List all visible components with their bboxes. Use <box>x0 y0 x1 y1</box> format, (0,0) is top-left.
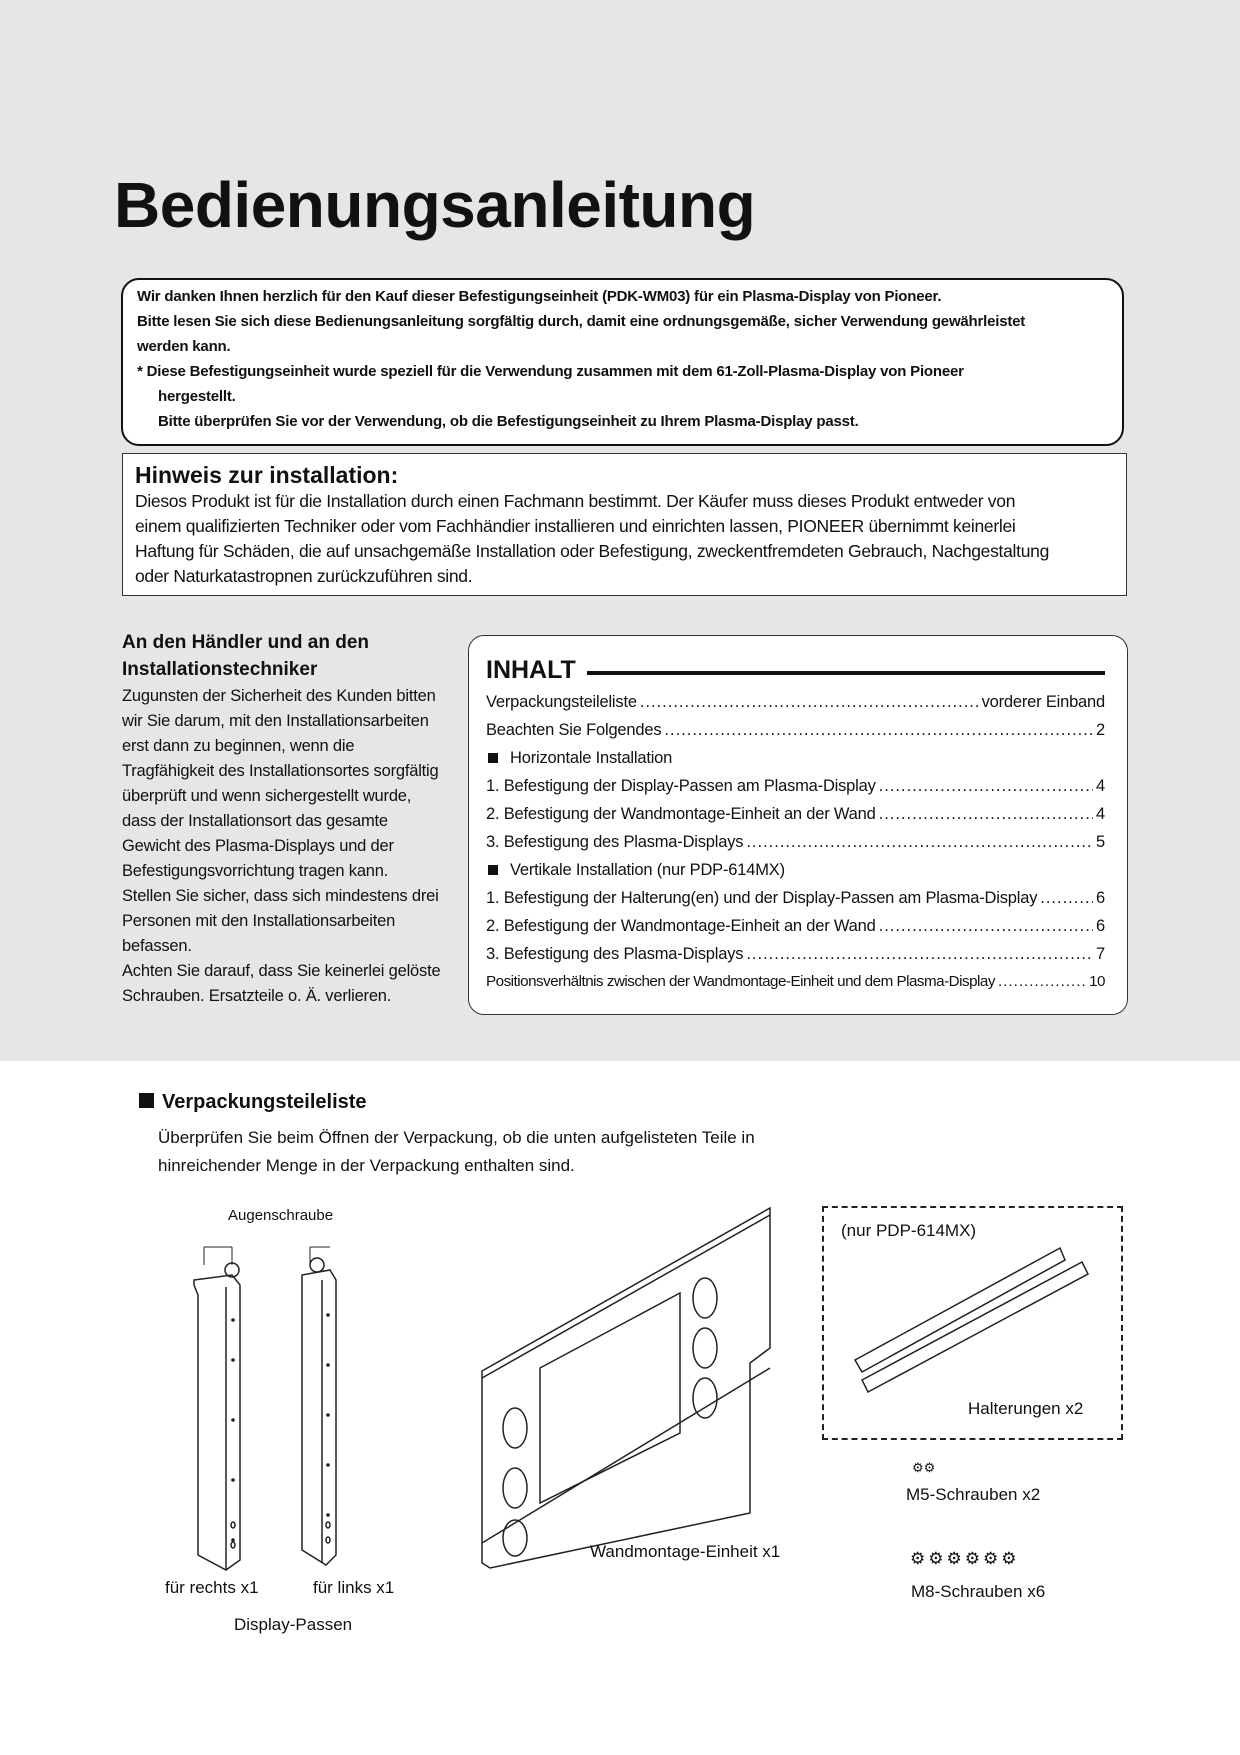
intro-line: Bitte überprüfen Sie vor der Verwendung, ob die Befestigungseinheit zu Ihrem Plasma-Display passt. <box>158 413 859 430</box>
intro-line: * Diese Befestigungseinheit wurde speziell für die Verwendung zusammen mit dem 61-Zoll-Plasma-Display von Pioneer <box>137 363 964 380</box>
square-bullet-icon <box>488 865 498 875</box>
dot-leader <box>879 777 1093 796</box>
toc-label: 3. Befestigung des Plasma-Displays <box>486 833 744 851</box>
dealer-line: überprüft und wenn sichergestellt wurde, <box>122 787 412 805</box>
toc-item[interactable] <box>486 973 1105 990</box>
intro-line: Wir danken Ihnen herzlich für den Kauf dieser Befestigungseinheit (PDK-WM03) für ein Plasma-Display von Pioneer. <box>137 288 942 305</box>
right-passe-label: für rechts x1 <box>165 1578 259 1597</box>
m5-screws-label: M5-Schrauben x2 <box>906 1485 1041 1504</box>
dot-leader <box>1040 889 1093 908</box>
dealer-line: erst dann zu beginnen, wenn die <box>122 737 355 755</box>
dealer-line: Zugunsten der Sicherheit des Kunden bitten <box>122 687 436 705</box>
m8-screws-icon: ⚙⚙⚙⚙⚙⚙ <box>910 1549 1020 1568</box>
toc-item[interactable] <box>486 693 1105 712</box>
intro-box <box>121 278 1124 446</box>
dealer-line: Gewicht des Plasma-Displays und der <box>122 837 394 855</box>
installation-notice <box>122 453 1127 596</box>
toc-label: 2. Befestigung der Wandmontage-Einheit an der Wand <box>486 917 876 935</box>
toc-page: 6 <box>1096 917 1105 935</box>
dealer-line: dass der Installationsort das gesamte <box>122 812 388 830</box>
dealer-line: befassen. <box>122 937 192 955</box>
display-passen-label: Display-Passen <box>234 1615 353 1634</box>
toc-page: vorderer Einband <box>981 693 1105 711</box>
toc-item[interactable] <box>486 805 1105 824</box>
dot-leader <box>998 973 1086 990</box>
page-title: Bedienungsanleitung <box>114 169 756 241</box>
left-passe-label: für links x1 <box>313 1578 395 1597</box>
dealer-heading: An den Händler und an den <box>122 632 370 653</box>
notice-line: Diesos Produkt ist für die Installation durch einen Fachmann bestimmt. Der Käufer muss dieses Produkt entweder von <box>135 491 1016 511</box>
dealer-heading: Installationstechniker <box>122 659 318 680</box>
parts-heading <box>139 1091 367 1114</box>
dot-leader <box>879 917 1093 936</box>
dealer-line: Achten Sie darauf, dass Sie keinerlei gelöste <box>122 962 441 980</box>
brackets-illustration <box>850 1240 1090 1400</box>
toc-label: 3. Befestigung des Plasma-Displays <box>486 945 744 963</box>
dealer-line: Schrauben. Ersatzteile o. Ä. verlieren. <box>122 987 392 1005</box>
dot-leader <box>664 721 1093 740</box>
m5-screws-icon: ⚙⚙ <box>912 1460 936 1475</box>
dealer-line: Tragfähigkeit des Installationsortes sorgfältig <box>122 762 439 780</box>
toc-label: 1. Befestigung der Display-Passen am Plasma-Display <box>486 777 876 795</box>
table-of-contents <box>468 635 1128 1015</box>
toc-item[interactable] <box>486 721 1105 740</box>
toc-page: 6 <box>1096 889 1105 907</box>
toc-label: Horizontale Installation <box>510 749 673 767</box>
dealer-line: Personen mit den Installationsarbeiten <box>122 912 396 930</box>
toc-heading-rule <box>587 671 1105 675</box>
parts-intro-line: hinreichender Menge in der Verpackung enthalten sind. <box>158 1156 575 1175</box>
dot-leader <box>746 945 1093 964</box>
intro-line: hergestellt. <box>158 388 236 405</box>
intro-line: werden kann. <box>137 338 231 355</box>
toc-item[interactable] <box>486 889 1105 908</box>
toc-label: Vertikale Installation (nur PDP-614MX) <box>510 861 785 879</box>
wall-mount-unit-illustration <box>480 1203 780 1573</box>
display-passen-illustration <box>190 1225 370 1575</box>
toc-page: 10 <box>1089 973 1105 990</box>
dot-leader <box>746 833 1093 852</box>
toc-page: 4 <box>1096 805 1105 823</box>
parts-heading-text: Verpackungsteileliste <box>162 1091 367 1113</box>
toc-label: Verpackungsteileliste <box>486 693 637 711</box>
wall-unit-label: Wandmontage-Einheit x1 <box>590 1542 781 1561</box>
dealer-line: Stellen Sie sicher, dass sich mindestens drei <box>122 887 439 905</box>
dealer-line: Befestigungsvorrichtung tragen kann. <box>122 862 389 880</box>
toc-label: Positionsverhältnis zwischen der Wandmontage-Einheit und dem Plasma-Display <box>486 973 995 990</box>
dot-leader <box>640 693 979 712</box>
toc-item[interactable] <box>486 945 1105 964</box>
eye-bolt-label: Augenschraube <box>228 1207 334 1224</box>
square-bullet-icon <box>488 753 498 763</box>
parts-intro-line: Überprüfen Sie beim Öffnen der Verpackung, ob die unten aufgelisteten Teile in <box>158 1128 755 1147</box>
toc-page: 7 <box>1096 945 1105 963</box>
brackets-label: Halterungen x2 <box>968 1399 1084 1418</box>
toc-page: 2 <box>1096 721 1105 739</box>
m8-screws-label: M8-Schrauben x6 <box>911 1582 1046 1601</box>
notice-line: einem qualifizierten Techniker oder vom Fachhändier installieren und einrichten lassen, PIONEER übernimmt keinerlei <box>135 516 1016 536</box>
dot-leader <box>879 805 1093 824</box>
toc-section <box>486 861 1105 880</box>
toc-page: 5 <box>1096 833 1105 851</box>
toc-item[interactable] <box>486 833 1105 852</box>
toc-item[interactable] <box>486 917 1105 936</box>
model-only-label: (nur PDP-614MX) <box>841 1221 977 1240</box>
toc-label: 1. Befestigung der Halterung(en) und der Display-Passen am Plasma-Display <box>486 889 1038 907</box>
square-bullet-icon <box>139 1093 154 1108</box>
notice-heading: Hinweis zur installation: <box>135 462 399 488</box>
toc-page: 4 <box>1096 777 1105 795</box>
toc-label: 2. Befestigung der Wandmontage-Einheit an der Wand <box>486 805 876 823</box>
dealer-line: wir Sie darum, mit den Installationsarbeiten <box>122 712 429 730</box>
toc-label: Beachten Sie Folgendes <box>486 721 662 739</box>
notice-line: oder Naturkatastropnen zurückzuführen sind. <box>135 566 473 586</box>
toc-heading: INHALT <box>486 656 576 684</box>
toc-section <box>486 749 1105 768</box>
toc-item[interactable] <box>486 777 1105 796</box>
notice-line: Haftung für Schäden, die auf unsachgemäße Installation oder Befestigung, zweckentfremdeten Gebrauch, Nachgestaltung <box>135 541 1050 561</box>
intro-line: Bitte lesen Sie sich diese Bedienungsanleitung sorgfältig durch, damit eine ordnungsgemäße, sicher Verwendung gewährleistet <box>137 313 1026 330</box>
